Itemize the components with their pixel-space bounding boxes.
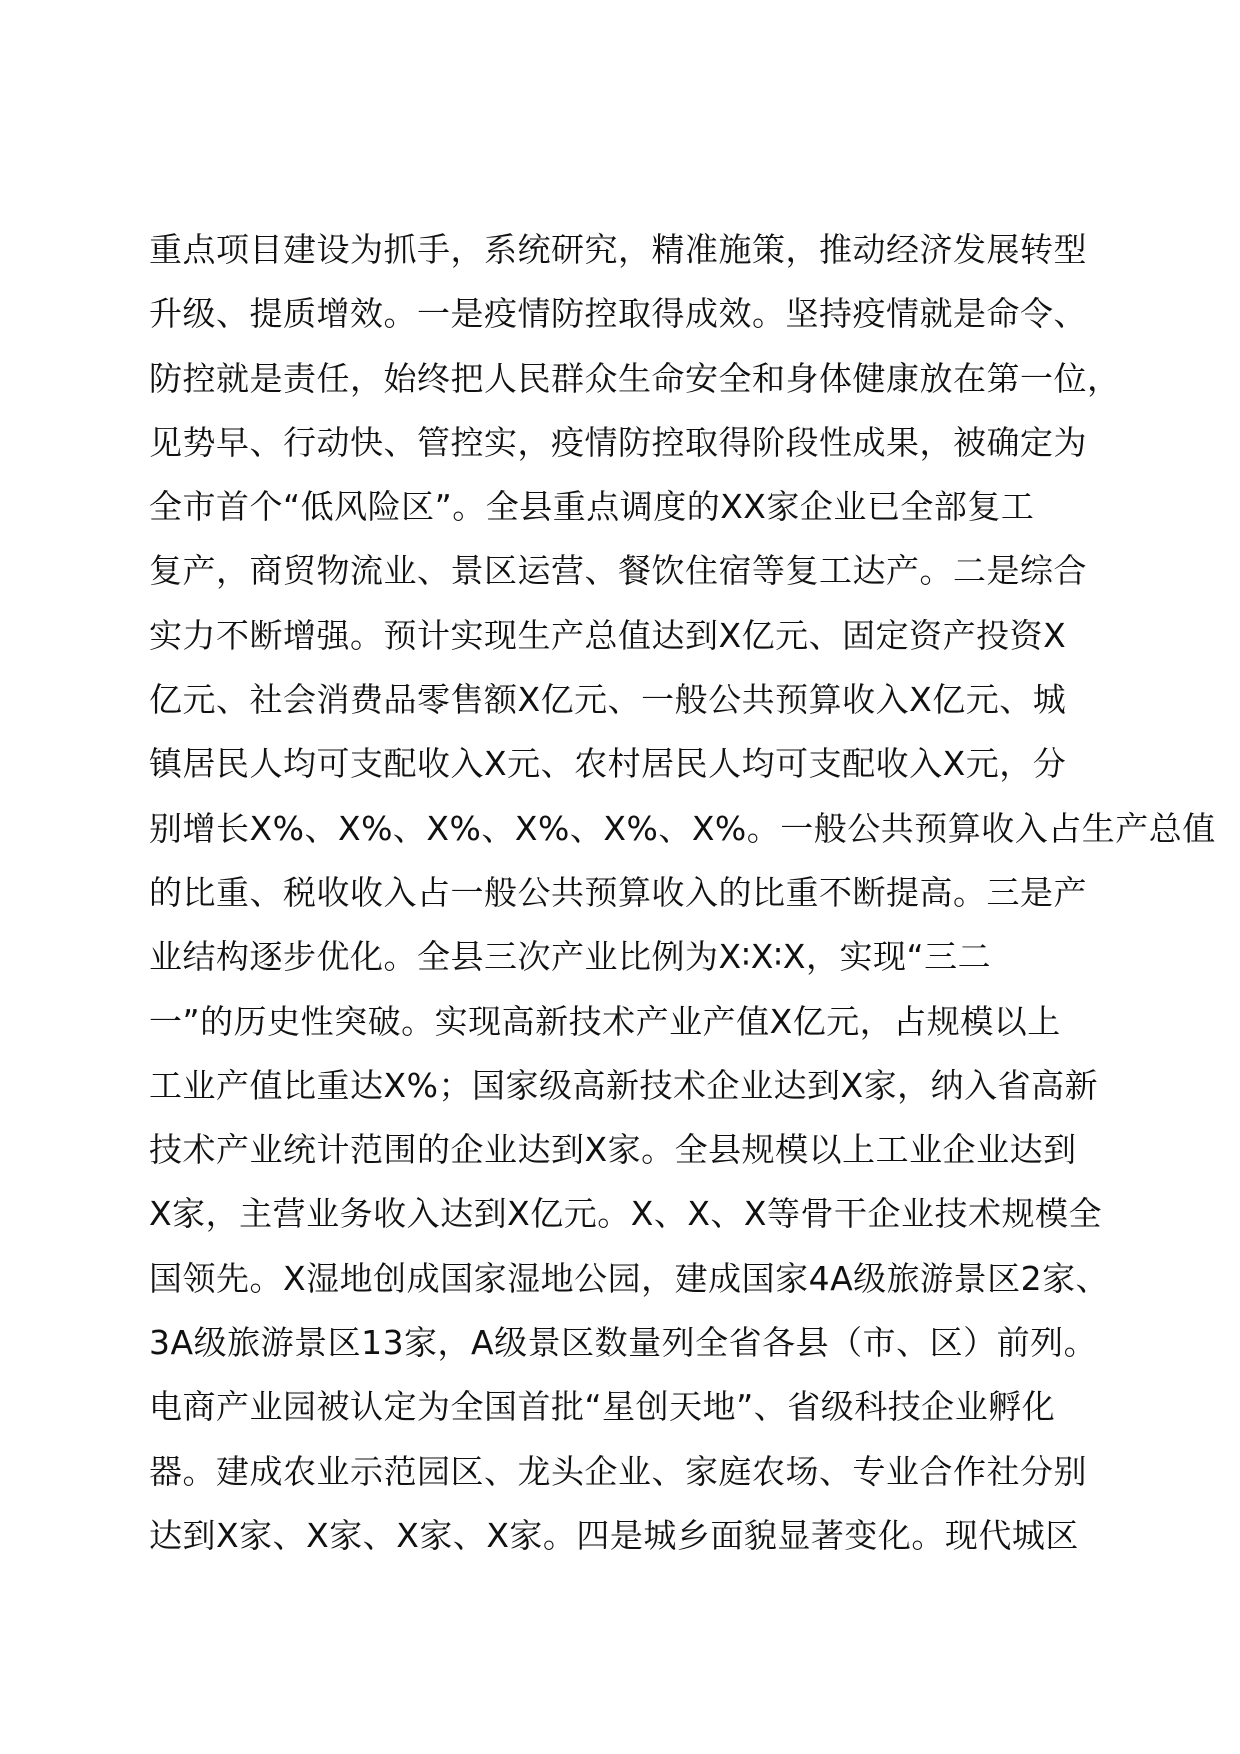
- text-line: 工业产值比重达X%；国家级高新技术企业达到X家，纳入省高新: [149, 1065, 1099, 1105]
- text-line: 防控就是责任，始终把人民群众生命安全和身体健康放在第一位，: [149, 358, 1121, 398]
- text-line: X家，主营业务收入达到X亿元。X、X、X等骨干企业技术规模全: [149, 1194, 1103, 1234]
- text-line: 升级、提质增效。一是疫情防控取得成效。坚持疫情就是命令、: [149, 294, 1087, 334]
- body-text: [149, 218, 1216, 1568]
- text-line: 国领先。X湿地创成国家湿地公园，建成国家4A级旅游景区2家、: [149, 1258, 1110, 1298]
- text-line: 镇居民人均可支配收入X元、农村居民人均可支配收入X元，分: [149, 744, 1067, 784]
- text-line: 的比重、税收收入占一般公共预算收入的比重不断提高。三是产: [149, 872, 1087, 912]
- text-line: 3A级旅游景区13家，A级景区数量列全省各县（市、区）前列。: [149, 1323, 1098, 1363]
- text-line: 实力不断增强。预计实现生产总值达到X亿元、固定资产投资X: [149, 615, 1067, 655]
- text-line: 电商产业园被认定为全国首批“星创天地”、省级科技企业孵化: [149, 1387, 1056, 1427]
- text-line: 复产，商贸物流业、景区运营、餐饮住宿等复工达产。二是综合: [149, 551, 1087, 591]
- text-line: 重点项目建设为抓手，系统研究，精准施策，推动经济发展转型: [149, 230, 1087, 269]
- text-line: 见势早、行动快、管控实，疫情防控取得阶段性成果，被确定为: [149, 422, 1087, 462]
- text-line: 亿元、社会消费品零售额X亿元、一般公共预算收入X亿元、城: [149, 680, 1067, 720]
- text-line: 一”的历史性突破。实现高新技术产业产值X亿元，占规模以上: [149, 1001, 1061, 1041]
- text-line: 别增长X%、X%、X%、X%、X%、X%。一般公共预算收入占生产总值: [149, 808, 1216, 848]
- text-line: 全市首个“低风险区”。全县重点调度的XX家企业已全部复工: [149, 487, 1035, 527]
- text-line: 技术产业统计范围的企业达到X家。全县规模以上工业企业达到: [149, 1130, 1077, 1170]
- text-line: 达到X家、X家、X家、X家。四是城乡面貌显著变化。现代城区: [149, 1515, 1079, 1555]
- text-line: 器。建成农业示范园区、龙头企业、家庭农场、专业合作社分别: [149, 1451, 1087, 1491]
- text-line: 业结构逐步优化。全县三次产业比例为X∶X∶X，实现“三二: [149, 937, 992, 977]
